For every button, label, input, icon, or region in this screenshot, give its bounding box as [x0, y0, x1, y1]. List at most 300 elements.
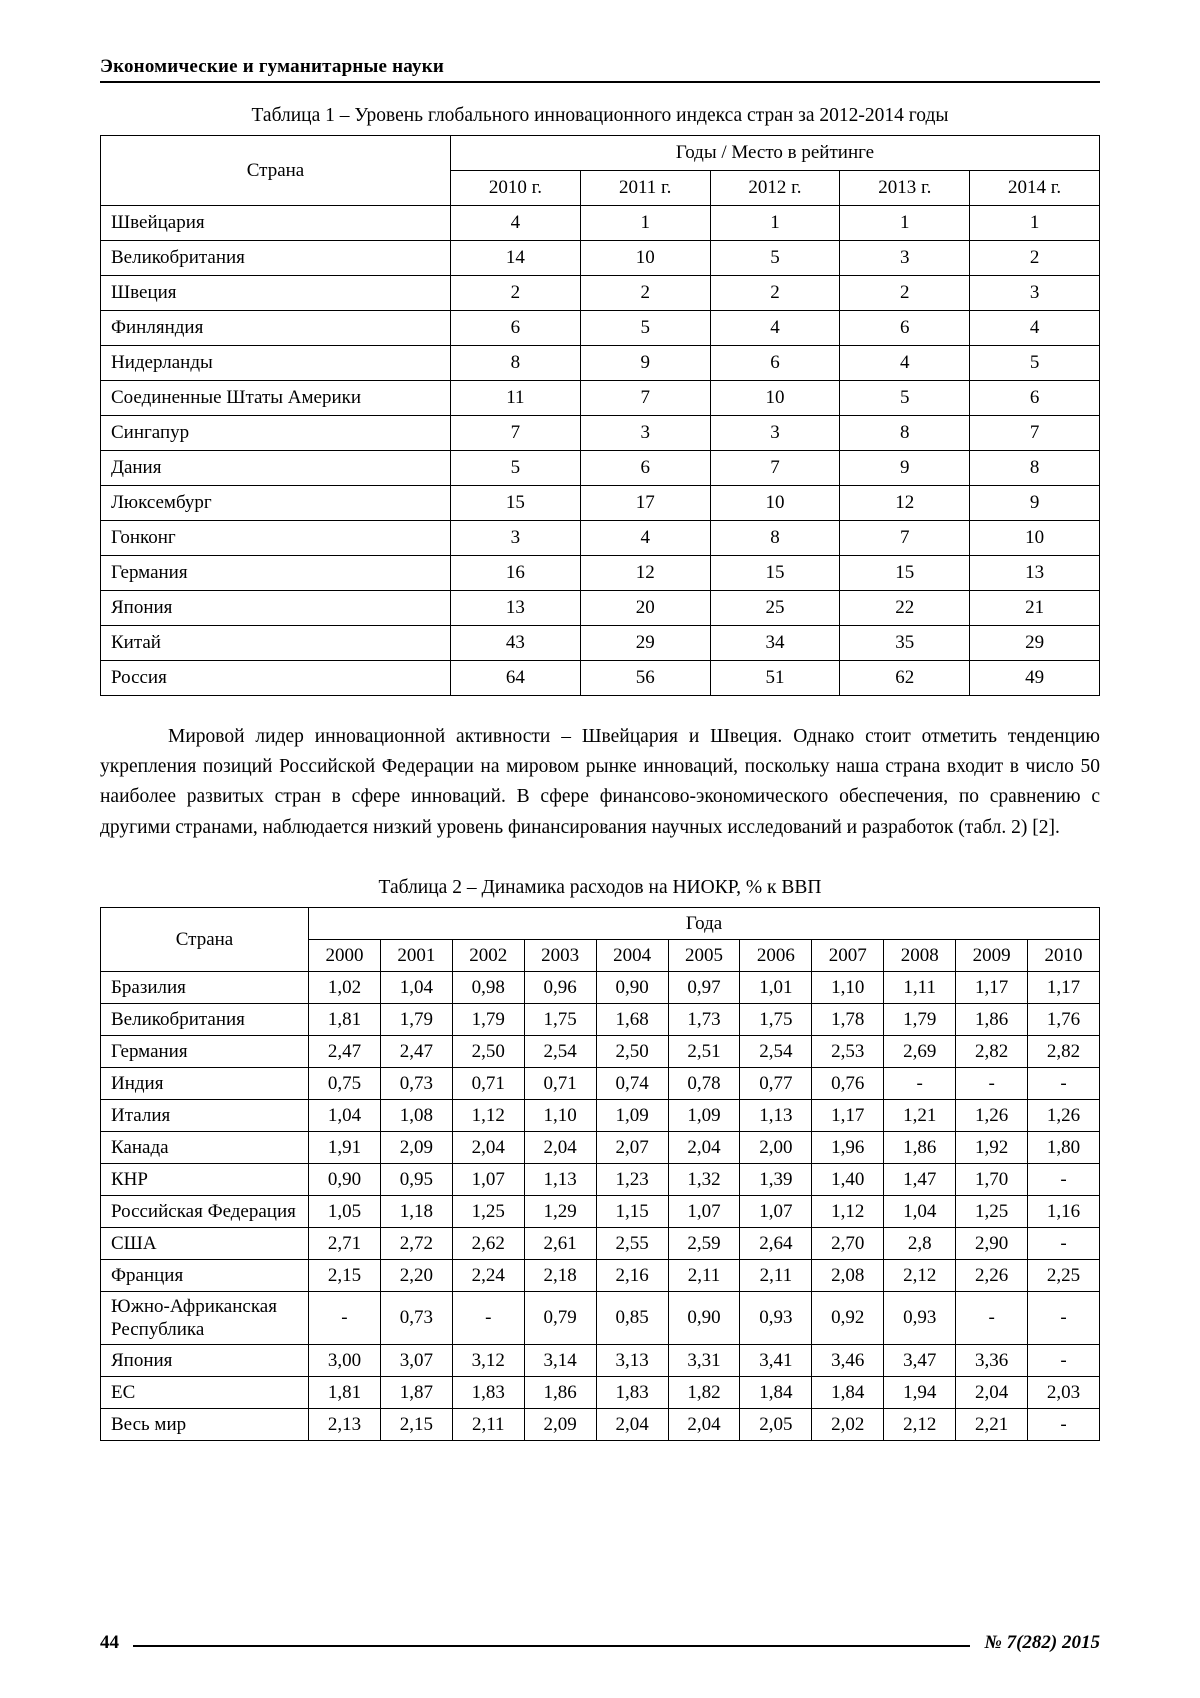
- value-cell: 3,12: [452, 1345, 524, 1377]
- table-row: [101, 1227, 1100, 1259]
- value-cell: 2,07: [596, 1131, 668, 1163]
- country-cell: Дания: [101, 451, 451, 486]
- value-cell: 1,29: [524, 1195, 596, 1227]
- value-cell: 1,83: [596, 1377, 668, 1409]
- value-cell: 2,51: [668, 1035, 740, 1067]
- table1-year-header: 2013 г.: [840, 171, 970, 206]
- value-cell: -: [1028, 1067, 1100, 1099]
- country-cell: Россия: [101, 661, 451, 696]
- value-cell: 7: [710, 451, 840, 486]
- value-cell: 0,73: [380, 1067, 452, 1099]
- value-cell: 1,68: [596, 1003, 668, 1035]
- value-cell: 1,13: [740, 1099, 812, 1131]
- value-cell: 2,50: [452, 1035, 524, 1067]
- value-cell: 2,15: [380, 1409, 452, 1441]
- value-cell: 3,00: [309, 1345, 381, 1377]
- value-cell: 1,07: [452, 1163, 524, 1195]
- value-cell: 16: [451, 556, 581, 591]
- value-cell: 2,47: [309, 1035, 381, 1067]
- value-cell: 2: [580, 276, 710, 311]
- value-cell: 3: [451, 521, 581, 556]
- table-rnd-expenditure: [100, 907, 1100, 1441]
- value-cell: 9: [840, 451, 970, 486]
- value-cell: 1,07: [740, 1195, 812, 1227]
- page-number: 44: [100, 1632, 119, 1653]
- country-cell: Швеция: [101, 276, 451, 311]
- value-cell: -: [1028, 1163, 1100, 1195]
- value-cell: 2: [451, 276, 581, 311]
- table1-header-row-1: [101, 136, 1100, 171]
- value-cell: 2,04: [668, 1131, 740, 1163]
- value-cell: 2,24: [452, 1259, 524, 1291]
- value-cell: -: [884, 1067, 956, 1099]
- value-cell: 3,14: [524, 1345, 596, 1377]
- table-row: [101, 1035, 1100, 1067]
- value-cell: 2,04: [452, 1131, 524, 1163]
- value-cell: 2,20: [380, 1259, 452, 1291]
- table-row: [101, 1195, 1100, 1227]
- value-cell: 2,82: [1028, 1035, 1100, 1067]
- value-cell: 1,16: [1028, 1195, 1100, 1227]
- value-cell: 2,26: [956, 1259, 1028, 1291]
- country-cell: Финляндия: [101, 311, 451, 346]
- value-cell: 2,02: [812, 1409, 884, 1441]
- value-cell: 0,90: [309, 1163, 381, 1195]
- value-cell: 1,05: [309, 1195, 381, 1227]
- value-cell: 1,81: [309, 1377, 381, 1409]
- value-cell: 1,86: [956, 1003, 1028, 1035]
- table1-col-group: Годы / Место в рейтинге: [451, 136, 1100, 171]
- value-cell: 1,23: [596, 1163, 668, 1195]
- value-cell: 1,26: [956, 1099, 1028, 1131]
- table1-caption: Таблица 1 – Уровень глобального инновационного индекса стран за 2012-2014 годы: [251, 105, 949, 126]
- country-cell: Сингапур: [101, 416, 451, 451]
- value-cell: 1: [580, 206, 710, 241]
- value-cell: 25: [710, 591, 840, 626]
- table-row: [101, 1131, 1100, 1163]
- table-row: [101, 1345, 1100, 1377]
- value-cell: -: [1028, 1409, 1100, 1441]
- value-cell: 2,03: [1028, 1377, 1100, 1409]
- country-cell: Российская Федерация: [101, 1195, 309, 1227]
- value-cell: 2,04: [524, 1131, 596, 1163]
- value-cell: 12: [840, 486, 970, 521]
- value-cell: 20: [580, 591, 710, 626]
- table1-head: [101, 136, 1100, 206]
- table-row: [101, 1003, 1100, 1035]
- country-cell: Гонконг: [101, 521, 451, 556]
- value-cell: 0,90: [668, 1291, 740, 1344]
- table2-caption: Таблица 2 – Динамика расходов на НИОКР, % к ВВП: [378, 876, 822, 898]
- value-cell: 4: [840, 346, 970, 381]
- page-footer: [100, 1632, 1100, 1654]
- value-cell: -: [309, 1291, 381, 1344]
- value-cell: 0,78: [668, 1067, 740, 1099]
- value-cell: 6: [710, 346, 840, 381]
- value-cell: 2,62: [452, 1227, 524, 1259]
- value-cell: 0,93: [740, 1291, 812, 1344]
- country-cell: Великобритания: [101, 1003, 309, 1035]
- value-cell: 4: [580, 521, 710, 556]
- value-cell: 1,08: [380, 1099, 452, 1131]
- value-cell: 8: [840, 416, 970, 451]
- value-cell: 1,10: [524, 1099, 596, 1131]
- value-cell: 1,18: [380, 1195, 452, 1227]
- value-cell: 0,96: [524, 971, 596, 1003]
- table-row: [101, 1163, 1100, 1195]
- value-cell: 12: [580, 556, 710, 591]
- table-row: [101, 451, 1100, 486]
- value-cell: 1,76: [1028, 1003, 1100, 1035]
- value-cell: 21: [970, 591, 1100, 626]
- table-row: [101, 1259, 1100, 1291]
- table-row: [101, 1377, 1100, 1409]
- table2-header-row-1: [101, 907, 1100, 939]
- value-cell: 2,13: [309, 1409, 381, 1441]
- value-cell: 2,70: [812, 1227, 884, 1259]
- value-cell: 2,61: [524, 1227, 596, 1259]
- country-cell: Люксембург: [101, 486, 451, 521]
- value-cell: 43: [451, 626, 581, 661]
- table-row: [101, 591, 1100, 626]
- table-row: [101, 556, 1100, 591]
- table2-year-header: 2004: [596, 939, 668, 971]
- value-cell: 1,25: [452, 1195, 524, 1227]
- value-cell: 1,17: [956, 971, 1028, 1003]
- value-cell: 6: [580, 451, 710, 486]
- value-cell: -: [1028, 1227, 1100, 1259]
- value-cell: 1,80: [1028, 1131, 1100, 1163]
- table1-year-header: 2012 г.: [710, 171, 840, 206]
- value-cell: 2,8: [884, 1227, 956, 1259]
- value-cell: 2,00: [740, 1131, 812, 1163]
- value-cell: 6: [840, 311, 970, 346]
- value-cell: 4: [710, 311, 840, 346]
- value-cell: 2,09: [524, 1409, 596, 1441]
- value-cell: 1,17: [1028, 971, 1100, 1003]
- table-row: [101, 1067, 1100, 1099]
- value-cell: -: [1028, 1345, 1100, 1377]
- value-cell: 0,74: [596, 1067, 668, 1099]
- value-cell: 49: [970, 661, 1100, 696]
- table1-body: [101, 206, 1100, 696]
- value-cell: 1,25: [956, 1195, 1028, 1227]
- value-cell: 2,72: [380, 1227, 452, 1259]
- value-cell: 4: [970, 311, 1100, 346]
- value-cell: 2,71: [309, 1227, 381, 1259]
- value-cell: 8: [710, 521, 840, 556]
- value-cell: 8: [970, 451, 1100, 486]
- value-cell: 56: [580, 661, 710, 696]
- value-cell: 5: [710, 241, 840, 276]
- value-cell: 10: [970, 521, 1100, 556]
- value-cell: -: [956, 1067, 1028, 1099]
- table2-year-header: 2003: [524, 939, 596, 971]
- value-cell: 1,10: [812, 971, 884, 1003]
- table-row: [101, 661, 1100, 696]
- value-cell: 1,96: [812, 1131, 884, 1163]
- value-cell: 2,11: [452, 1409, 524, 1441]
- value-cell: 7: [580, 381, 710, 416]
- value-cell: 0,73: [380, 1291, 452, 1344]
- value-cell: 1,32: [668, 1163, 740, 1195]
- value-cell: 1,40: [812, 1163, 884, 1195]
- value-cell: 0,71: [452, 1067, 524, 1099]
- value-cell: -: [452, 1291, 524, 1344]
- value-cell: 7: [970, 416, 1100, 451]
- table2-year-header: 2006: [740, 939, 812, 971]
- table-row: [101, 521, 1100, 556]
- value-cell: 13: [451, 591, 581, 626]
- country-cell: Швейцария: [101, 206, 451, 241]
- value-cell: 1,81: [309, 1003, 381, 1035]
- country-cell: Великобритания: [101, 241, 451, 276]
- value-cell: 1,87: [380, 1377, 452, 1409]
- value-cell: 62: [840, 661, 970, 696]
- table-row: [101, 346, 1100, 381]
- value-cell: 1,91: [309, 1131, 381, 1163]
- value-cell: 11: [451, 381, 581, 416]
- value-cell: 10: [580, 241, 710, 276]
- table2-year-header: 2008: [884, 939, 956, 971]
- value-cell: 3,31: [668, 1345, 740, 1377]
- value-cell: 1,82: [668, 1377, 740, 1409]
- value-cell: 2,54: [740, 1035, 812, 1067]
- country-cell: ЕС: [101, 1377, 309, 1409]
- value-cell: 2,82: [956, 1035, 1028, 1067]
- table2-year-header: 2002: [452, 939, 524, 971]
- table-row: [101, 276, 1100, 311]
- value-cell: 3,46: [812, 1345, 884, 1377]
- value-cell: 0,77: [740, 1067, 812, 1099]
- value-cell: 3: [580, 416, 710, 451]
- value-cell: 3,13: [596, 1345, 668, 1377]
- country-cell: Индия: [101, 1067, 309, 1099]
- table-row: [101, 416, 1100, 451]
- value-cell: 1,02: [309, 971, 381, 1003]
- value-cell: 7: [840, 521, 970, 556]
- spacer: [100, 843, 1100, 877]
- value-cell: 3,36: [956, 1345, 1028, 1377]
- value-cell: 17: [580, 486, 710, 521]
- value-cell: 29: [970, 626, 1100, 661]
- table-row: [101, 1291, 1100, 1344]
- value-cell: 9: [580, 346, 710, 381]
- value-cell: 1,84: [740, 1377, 812, 1409]
- value-cell: -: [1028, 1291, 1100, 1344]
- value-cell: 51: [710, 661, 840, 696]
- value-cell: 2: [970, 241, 1100, 276]
- value-cell: 2,47: [380, 1035, 452, 1067]
- value-cell: 0,85: [596, 1291, 668, 1344]
- table2-year-header: 2000: [309, 939, 381, 971]
- value-cell: 1,04: [309, 1099, 381, 1131]
- value-cell: 1,70: [956, 1163, 1028, 1195]
- value-cell: 2,11: [668, 1259, 740, 1291]
- running-head: Экономические и гуманитарные науки: [100, 56, 1100, 83]
- value-cell: 1,84: [812, 1377, 884, 1409]
- country-cell: Соединенные Штаты Америки: [101, 381, 451, 416]
- value-cell: 1,04: [380, 971, 452, 1003]
- value-cell: 2,12: [884, 1259, 956, 1291]
- value-cell: 15: [451, 486, 581, 521]
- value-cell: 2: [840, 276, 970, 311]
- table1-year-header: 2010 г.: [451, 171, 581, 206]
- value-cell: 0,97: [668, 971, 740, 1003]
- value-cell: 1,11: [884, 971, 956, 1003]
- value-cell: 1,47: [884, 1163, 956, 1195]
- table2-year-header: 2009: [956, 939, 1028, 971]
- value-cell: 1,17: [812, 1099, 884, 1131]
- value-cell: 1,13: [524, 1163, 596, 1195]
- value-cell: 9: [970, 486, 1100, 521]
- table1-year-header: 2011 г.: [580, 171, 710, 206]
- table2-head: [101, 907, 1100, 971]
- value-cell: 8: [451, 346, 581, 381]
- table-row: [101, 311, 1100, 346]
- value-cell: 1,86: [884, 1131, 956, 1163]
- value-cell: 1,79: [452, 1003, 524, 1035]
- table-row: [101, 626, 1100, 661]
- country-cell: Бразилия: [101, 971, 309, 1003]
- value-cell: 2,90: [956, 1227, 1028, 1259]
- value-cell: 1,73: [668, 1003, 740, 1035]
- body-paragraph: Мировой лидер инновационной активности – Швейцария и Швеция. Однако стоит отметить тенденцию укрепления позиций Российской Федерации на мировом рынке инноваций, поскольку наша страна входит в число 50 наиболее развитых стран в сфере инноваций. В сфере финансово-экономического обеспечения, по сравнению с другими странами, наблюдается низкий уровень финансирования научных исследований и разработок (табл. 2) [2].: [100, 726, 1100, 838]
- value-cell: 2: [710, 276, 840, 311]
- value-cell: 3,07: [380, 1345, 452, 1377]
- value-cell: 5: [970, 346, 1100, 381]
- value-cell: 22: [840, 591, 970, 626]
- value-cell: 2,55: [596, 1227, 668, 1259]
- value-cell: 1: [970, 206, 1100, 241]
- table-row: [101, 971, 1100, 1003]
- country-cell: КНР: [101, 1163, 309, 1195]
- value-cell: 10: [710, 381, 840, 416]
- value-cell: 1,12: [812, 1195, 884, 1227]
- value-cell: 3,41: [740, 1345, 812, 1377]
- value-cell: 29: [580, 626, 710, 661]
- country-cell: Япония: [101, 1345, 309, 1377]
- value-cell: 35: [840, 626, 970, 661]
- value-cell: 1,01: [740, 971, 812, 1003]
- table2-col-group: Года: [309, 907, 1100, 939]
- table-row: [101, 241, 1100, 276]
- value-cell: 0,79: [524, 1291, 596, 1344]
- value-cell: 0,71: [524, 1067, 596, 1099]
- value-cell: 2,69: [884, 1035, 956, 1067]
- country-cell: Франция: [101, 1259, 309, 1291]
- value-cell: 1,79: [884, 1003, 956, 1035]
- value-cell: 1: [710, 206, 840, 241]
- value-cell: 2,59: [668, 1227, 740, 1259]
- value-cell: 1: [840, 206, 970, 241]
- table1-col-country: Страна: [101, 136, 451, 206]
- value-cell: 5: [451, 451, 581, 486]
- value-cell: 3: [970, 276, 1100, 311]
- value-cell: 1,09: [596, 1099, 668, 1131]
- value-cell: 1,21: [884, 1099, 956, 1131]
- value-cell: 3,47: [884, 1345, 956, 1377]
- table1-year-header: 2014 г.: [970, 171, 1100, 206]
- value-cell: 1,92: [956, 1131, 1028, 1163]
- table2-year-header: 2005: [668, 939, 740, 971]
- value-cell: 2,04: [668, 1409, 740, 1441]
- country-cell: Канада: [101, 1131, 309, 1163]
- value-cell: 2,12: [884, 1409, 956, 1441]
- value-cell: 2,05: [740, 1409, 812, 1441]
- table-innovation-index: [100, 135, 1100, 696]
- value-cell: 0,98: [452, 971, 524, 1003]
- country-cell: Весь мир: [101, 1409, 309, 1441]
- value-cell: 1,15: [596, 1195, 668, 1227]
- value-cell: 0,95: [380, 1163, 452, 1195]
- country-cell: Япония: [101, 591, 451, 626]
- country-cell: Германия: [101, 1035, 309, 1067]
- country-cell: США: [101, 1227, 309, 1259]
- footer-rule: [133, 1645, 970, 1647]
- value-cell: 2,11: [740, 1259, 812, 1291]
- table2-year-header: 2010: [1028, 939, 1100, 971]
- country-cell: Южно-Африканская Республика: [101, 1291, 309, 1344]
- value-cell: 64: [451, 661, 581, 696]
- value-cell: 2,09: [380, 1131, 452, 1163]
- value-cell: 2,54: [524, 1035, 596, 1067]
- issue-label: № 7(282) 2015: [984, 1632, 1100, 1653]
- value-cell: 1,83: [452, 1377, 524, 1409]
- value-cell: 2,64: [740, 1227, 812, 1259]
- table2-year-header: 2001: [380, 939, 452, 971]
- value-cell: 1,04: [884, 1195, 956, 1227]
- value-cell: 6: [451, 311, 581, 346]
- value-cell: 13: [970, 556, 1100, 591]
- table-row: [101, 206, 1100, 241]
- value-cell: 2,18: [524, 1259, 596, 1291]
- value-cell: 3: [840, 241, 970, 276]
- value-cell: 1,78: [812, 1003, 884, 1035]
- value-cell: 0,75: [309, 1067, 381, 1099]
- value-cell: 2,53: [812, 1035, 884, 1067]
- table2-body: [101, 971, 1100, 1440]
- value-cell: 2,21: [956, 1409, 1028, 1441]
- value-cell: 0,92: [812, 1291, 884, 1344]
- value-cell: 1,12: [452, 1099, 524, 1131]
- value-cell: 7: [451, 416, 581, 451]
- value-cell: 3: [710, 416, 840, 451]
- value-cell: 0,93: [884, 1291, 956, 1344]
- table2-col-country: Страна: [101, 907, 309, 971]
- country-cell: Германия: [101, 556, 451, 591]
- table2-year-header: 2007: [812, 939, 884, 971]
- value-cell: 5: [580, 311, 710, 346]
- value-cell: 2,04: [956, 1377, 1028, 1409]
- country-cell: Нидерланды: [101, 346, 451, 381]
- value-cell: 1,26: [1028, 1099, 1100, 1131]
- value-cell: 1,86: [524, 1377, 596, 1409]
- value-cell: 4: [451, 206, 581, 241]
- value-cell: 1,79: [380, 1003, 452, 1035]
- value-cell: 15: [710, 556, 840, 591]
- value-cell: 1,75: [740, 1003, 812, 1035]
- value-cell: 10: [710, 486, 840, 521]
- table-row: [101, 1409, 1100, 1441]
- value-cell: 2,15: [309, 1259, 381, 1291]
- value-cell: 34: [710, 626, 840, 661]
- table-row: [101, 381, 1100, 416]
- country-cell: Италия: [101, 1099, 309, 1131]
- value-cell: -: [956, 1291, 1028, 1344]
- table-row: [101, 1099, 1100, 1131]
- value-cell: 2,08: [812, 1259, 884, 1291]
